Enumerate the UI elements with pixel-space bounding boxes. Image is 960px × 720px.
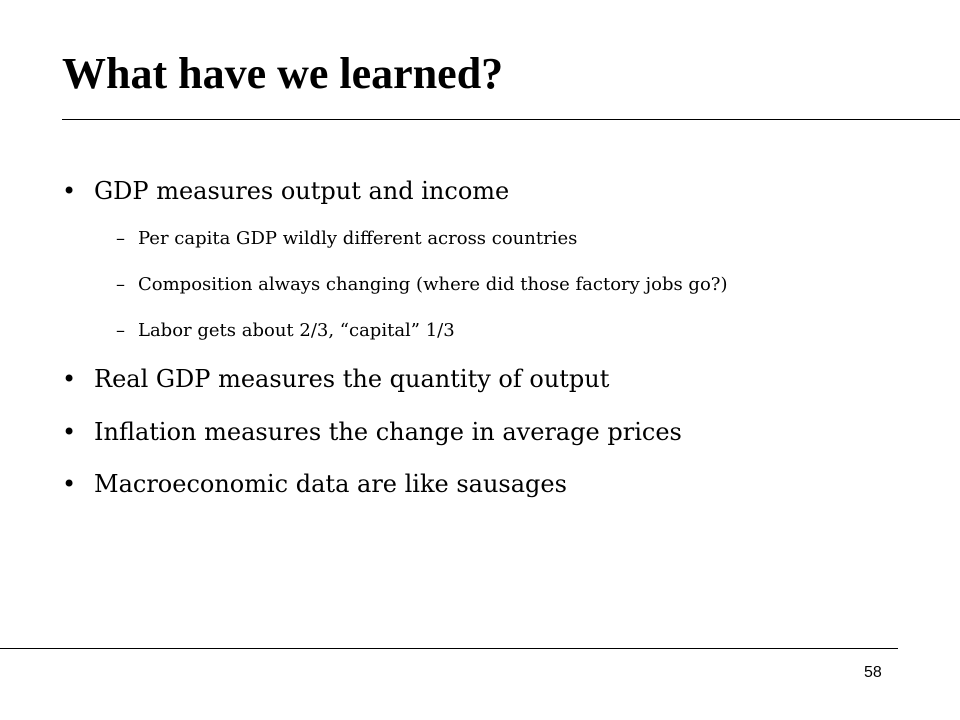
dash-icon: –: [116, 320, 125, 341]
bullet-text: Macroeconomic data are like sausages: [94, 470, 567, 498]
title-divider: [62, 119, 960, 120]
sub-bullet-item: [116, 273, 727, 297]
bullet-icon: •: [62, 470, 77, 498]
sub-bullet-text: Per capita GDP wildly different across countries: [138, 228, 578, 249]
bullet-item: [62, 469, 567, 499]
bullet-icon: •: [62, 365, 77, 393]
bullet-item: [62, 176, 509, 206]
bullet-text: Inflation measures the change in average prices: [94, 418, 682, 446]
bullet-item: [62, 364, 609, 394]
sub-bullet-item: [116, 319, 455, 343]
slide-title: What have we learned?: [62, 49, 504, 98]
dash-icon: –: [116, 274, 125, 295]
footer-divider: [0, 648, 898, 649]
bullet-icon: •: [62, 177, 77, 205]
bullet-text: GDP measures output and income: [94, 177, 510, 205]
sub-bullet-text: Labor gets about 2/3, “capital” 1/3: [138, 320, 455, 341]
bullet-text: Real GDP measures the quantity of output: [94, 365, 610, 393]
sub-bullet-text: Composition always changing (where did those factory jobs go?): [138, 274, 728, 295]
page-number: 58: [864, 664, 882, 681]
bullet-item: [62, 417, 682, 447]
dash-icon: –: [116, 228, 125, 249]
bullet-icon: •: [62, 418, 77, 446]
sub-bullet-item: [116, 227, 577, 251]
